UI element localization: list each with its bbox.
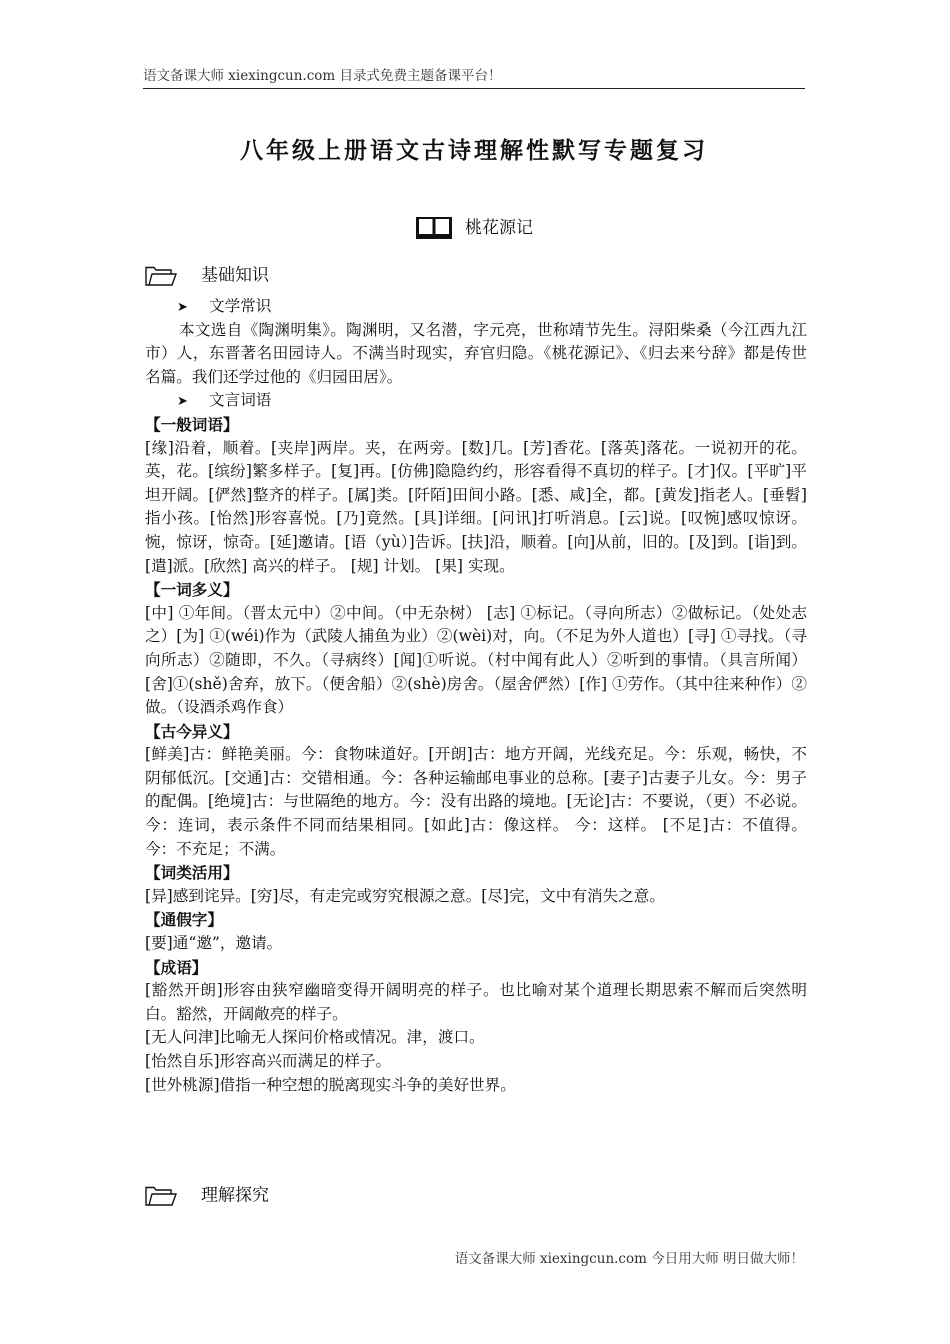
block-heading: 【成语】 <box>145 957 208 977</box>
block-text: [异]感到诧异。[穷]尽，有走完或穷究根源之意。[尽]完，文中有消失之意。 <box>145 886 665 905</box>
block-heading: 【一般词语】 <box>145 414 239 434</box>
idiom-line: [豁然开朗]形容由狭窄幽暗变得开阔明亮的样子。也比喻对某个道理长期思索不解而后突然明白。豁然，开阔敞亮的样子。 <box>145 981 807 1023</box>
page-footer: 语文备课大师 xiexingcun.com 今日用大师 明日做大师！ <box>454 1251 804 1267</box>
part-label: 理解探究 <box>201 1185 269 1206</box>
idiom-line: [世外桃源]借指一种空想的脱离现实斗争的美好世界。 <box>145 1075 516 1094</box>
idiom-line: [怡然自乐]形容高兴而满足的样子。 <box>145 1052 392 1070</box>
block-heading: 【古今异义】 <box>145 721 239 741</box>
document-body <box>145 295 807 1097</box>
block-heading: 【通假字】 <box>145 910 223 930</box>
section-title: 桃花源记 <box>465 217 533 238</box>
block-heading: 【词类活用】 <box>145 863 239 883</box>
arrow-bullet-icon: ➤ <box>177 394 188 410</box>
subheading-vocabulary: ➤ 文言词语 <box>145 389 807 413</box>
document-title: 八年级上册语文古诗理解性默写专题复习 <box>240 137 708 164</box>
block-text: [鲜美]古：鲜艳美丽。今：食物味道好。[开朗]古：地方开阔，光线充足。今：乐观，畅快，不阴郁低沉。[交通]古：交错相通。今：各种运输邮电事业的总称。[妻子]古妻子儿女。今：男子的配偶。[绝境]古：与世隔绝的地方。今：没有出路的境地。[无论]古：不要说，（更）不必说。今：连词，表示条件不同而结果相同。[如此]古：像这样。 今：这样。 [不足]古：不值得。 今：不充足；不满。 <box>145 745 807 858</box>
block-text: [要]通“邀”，邀请。 <box>145 934 283 953</box>
intro-paragraph: 本文选自《陶渊明集》。陶渊明，又名潜，字元亮，世称靖节先生。浔阳柴桑（今江西九江市）人，东晋著名田园诗人。不满当时现实，弃官归隐。《桃花源记》、《归去来兮辞》都是传世名篇。我们还学过他的《归园田居》。 <box>145 320 807 386</box>
part-heading-basics <box>145 262 269 289</box>
part-label: 基础知识 <box>201 265 269 286</box>
book-icon <box>415 215 453 241</box>
subheading-literature: ➤ 文学常识 <box>145 295 807 319</box>
folder-icon <box>145 266 177 286</box>
part-heading-explore <box>145 1182 269 1209</box>
idiom-line: [无人问津]比喻无人探问价格或情况。津，渡口。 <box>145 1028 485 1047</box>
block-heading: 【一词多义】 <box>145 580 239 600</box>
page-header: 语文备课大师 xiexingcun.com 目录式免费主题备课平台！ <box>143 66 805 89</box>
folder-icon <box>145 1186 177 1206</box>
arrow-bullet-icon: ➤ <box>177 300 188 315</box>
block-text: [缘]沿着，顺着。[夹岸]两岸。夹，在两旁。[数]几。[芳]香花。[落英]落花。一说初开的花。英，花。[缤纷]繁多样子。[复]再。[仿佛]隐隐约约，形容看得不真切的样子。[才]仅。[平旷]平坦开阔。[俨然]整齐的样子。[属]类。[阡陌]田间小路。[悉、咸]全，都。[黄发]指老人。[垂髫]指小孩。[怡然]形容喜悦。[乃]竟然。[具]详细。[问讯]打听消息。[云]说。[叹惋]感叹惊讶。惋，惊讶，惊奇。[延]邀请。[语（yù）]告诉。[扶]沿，顺着。[向]从前，旧的。[及]到。[诣]到。[遣]派。[欣然] 高兴的样子。 [规] 计划。 [果] 实现。 <box>145 438 807 575</box>
block-text: [中] ①年间。（晋太元中）②中间。（中无杂树） [志] ①标记。（寻向所志）②做标记。（处处志之）[为] ①(wéi)作为（武陵人捕鱼为业）②(wèi)对，向。（不足为外人道也）[寻] ①寻找。（寻向所志）②随即，不久。（寻病终）[闻]①听说。（村中闻有此人）②听到的事情。（具言所闻）[舍]①(shě)舍弃，放下。（便舍船）②(shè)房舍。（屋舍俨然）[作] ①劳作。（其中往来种作）②做。（设酒杀鸡作食） <box>145 603 807 717</box>
section-heading <box>143 212 805 243</box>
